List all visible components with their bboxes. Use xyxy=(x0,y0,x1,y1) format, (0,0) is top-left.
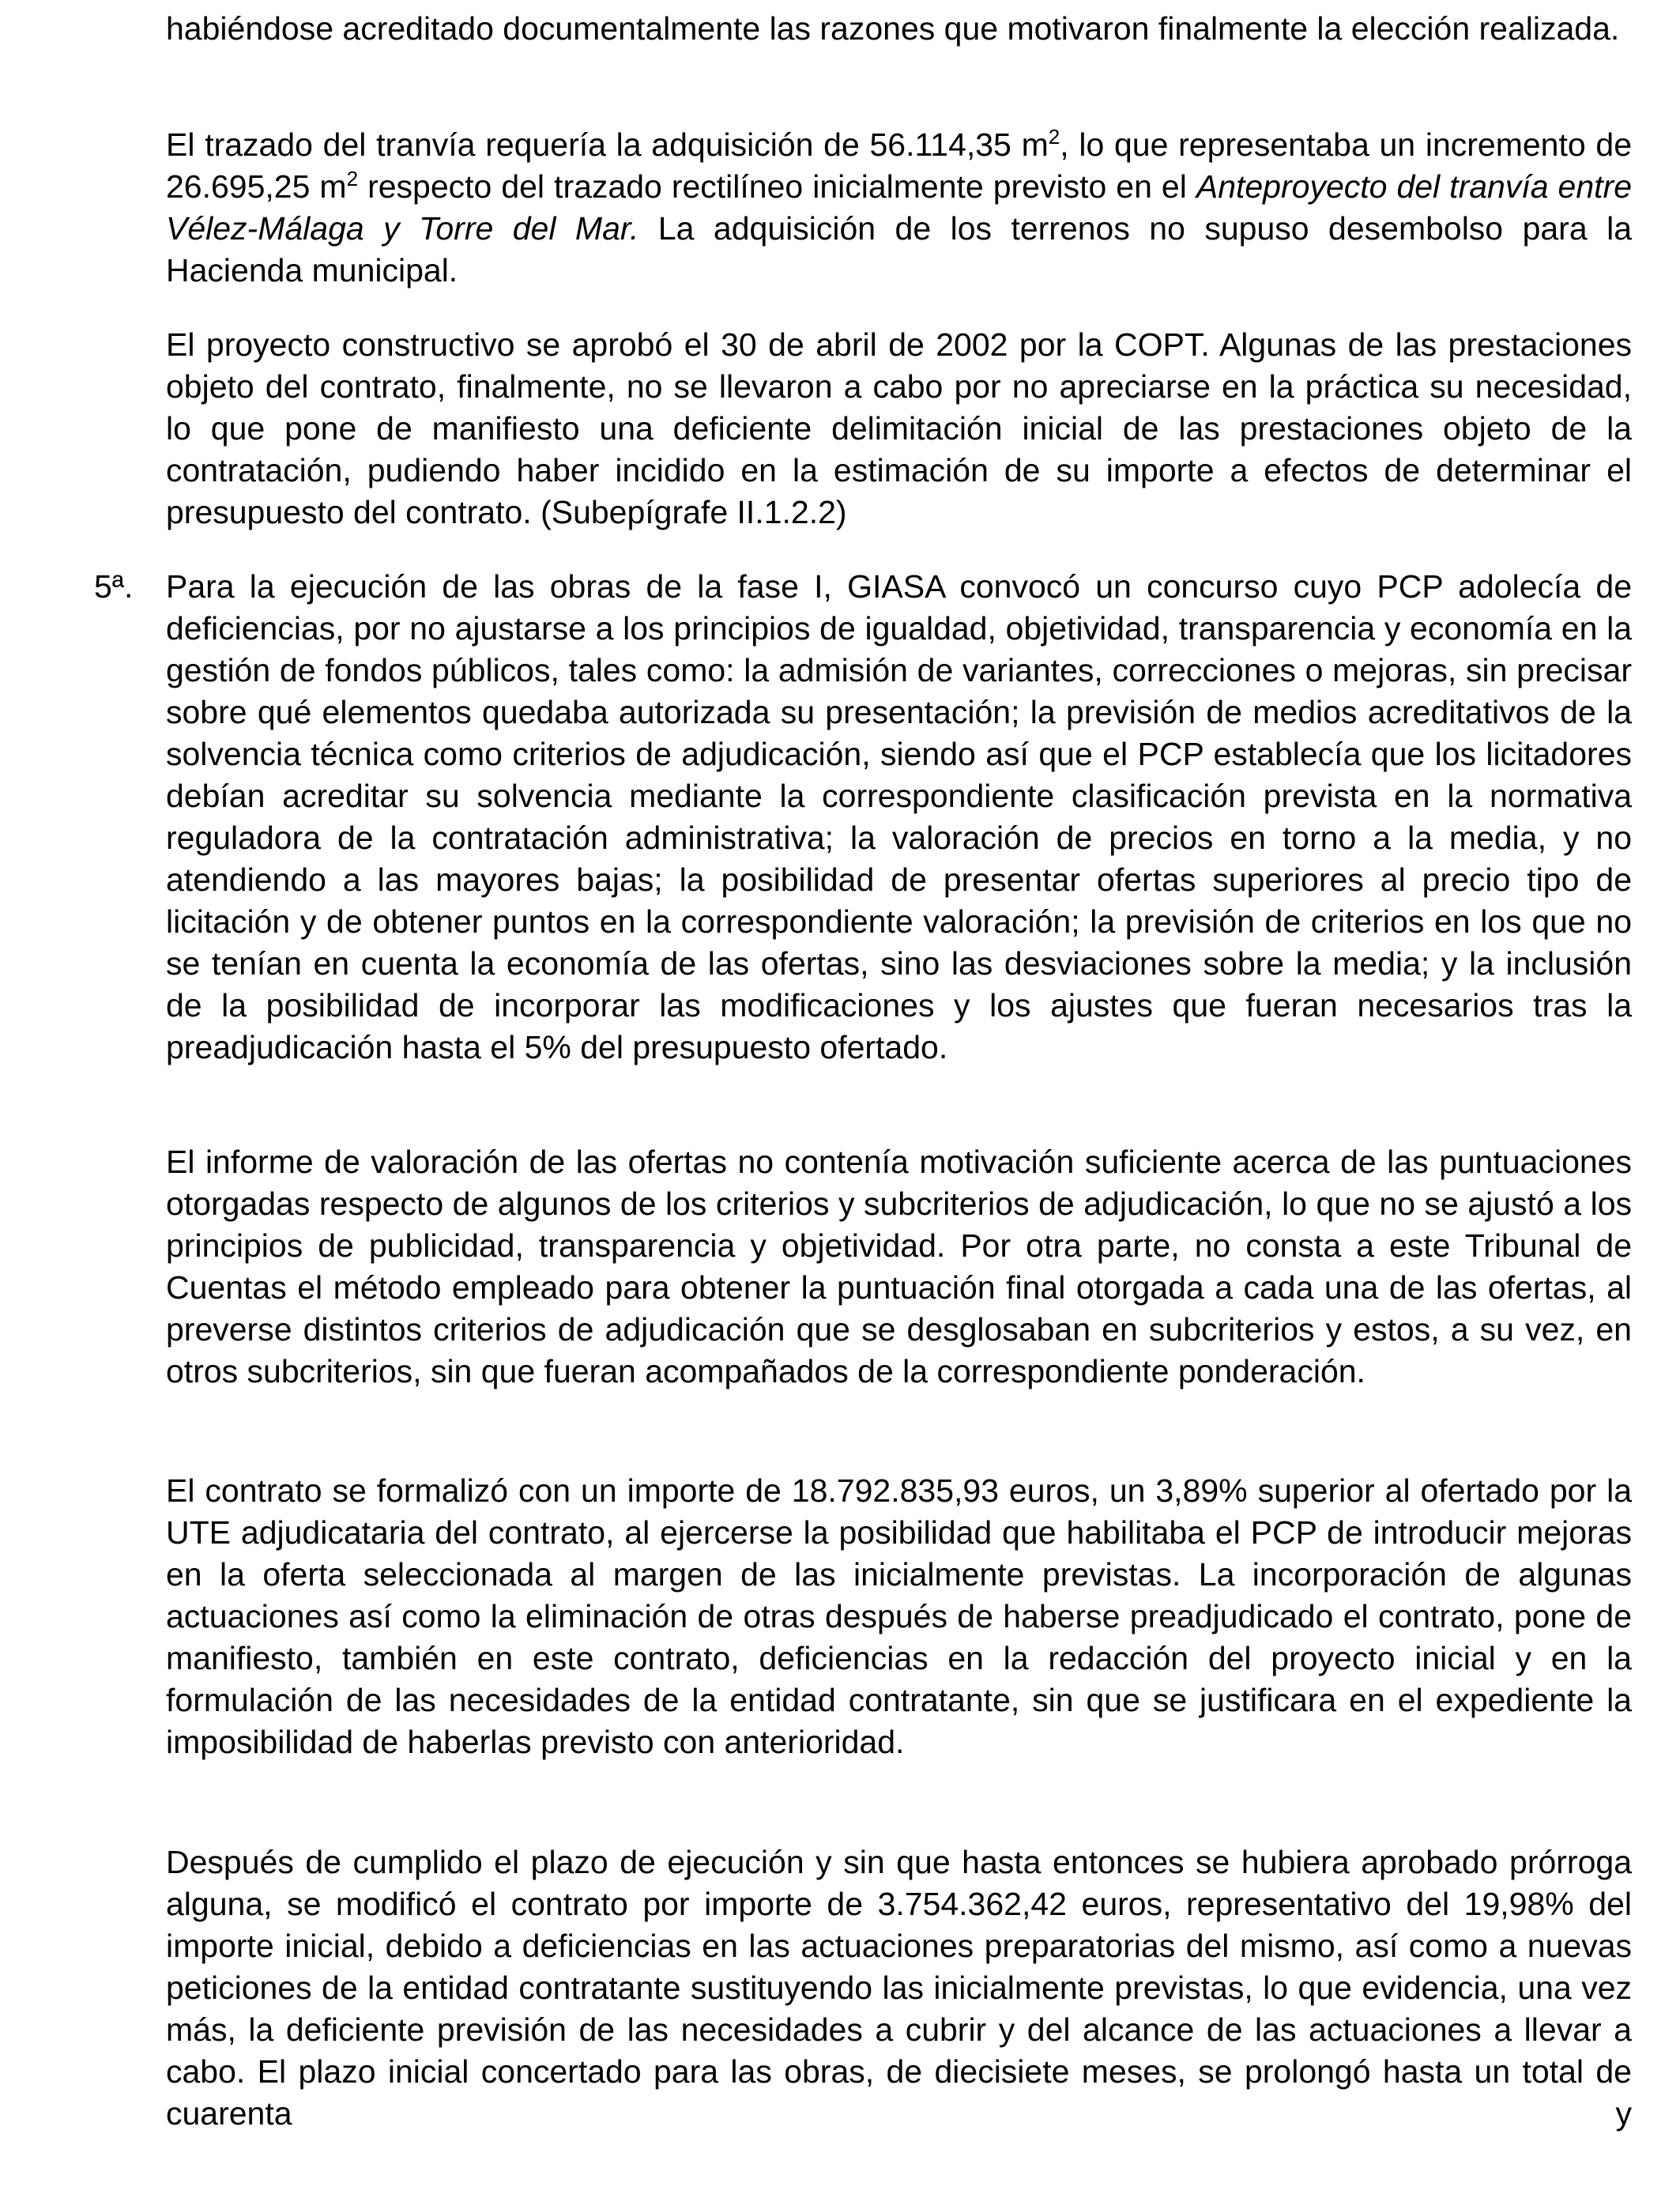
paragraph-tranvia-adquisicion xyxy=(166,124,1632,292)
text-segment: , lo que representaba un incremento de 26.695,25 m xyxy=(166,126,1632,205)
paragraph-proyecto-constructivo: El proyecto constructivo se aprobó el 30 de abril de 2002 por la COPT. Algunas de las prestaciones objeto del contrato, finalmente, no se llevaron a cabo por no apreciarse en la práctica su necesidad, lo que pone de manifiesto una deficiente delimitación inicial de las prestaciones objeto de la contratación, pudiendo haber incidido en la estimación de su importe a efectos de determinar el presupuesto del contrato. (Subepígrafe II.1.2.2) xyxy=(166,326,1632,530)
item-number: 5ª. xyxy=(94,568,134,605)
superscript: 2 xyxy=(346,167,359,190)
text-segment: El trazado del tranvía requería la adquisición de 56.114,35 m xyxy=(166,126,1049,163)
italic-title: Anteproyecto del tranvía entre Vélez-Málaga y Torre del Mar. xyxy=(166,168,1632,247)
paragraph-continuation: habiéndose acreditado documentalmente las razones que motivaron finalmente la elección realizada. xyxy=(166,10,1620,47)
paragraph-ejecucion-obras: Para la ejecución de las obras de la fase I, GIASA convocó un concurso cuyo PCP adolecía de deficiencias, por no ajustarse a los principios de igualdad, objetividad, transparencia y economía en la gestión de fondos públicos, tales como: la admisión de variantes, correcciones o mejoras, sin precisar sobre qué elementos quedaba autorizada su presentación; la previsión de medios acreditativos de la solvencia técnica como criterios de adjudicación, siendo así que el PCP establecía que los licitadores debían acreditar su solvencia mediante la correspondiente clasificación prevista en la normativa reguladora de la contratación administrativa; la valoración de precios en torno a la media, y no atendiendo a las mayores bajas; la posibilidad de presentar ofertas superiores al precio tipo de licitación y de obtener puntos en la correspondiente valoración; la previsión de criterios en los que no se tenían en cuenta la economía de las ofertas, sino las desviaciones sobre la media; y la inclusión de la posibilidad de incorporar las modificaciones y los ajustes que fueran necesarios tras la preadjudicación hasta el 5% del presupuesto ofertado. xyxy=(166,568,1632,1065)
paragraph-modificacion-contrato: Después de cumplido el plazo de ejecución y sin que hasta entonces se hubiera aprobado prórroga alguna, se modificó el contrato por importe de 3.754.362,42 euros, representativo del 19,98% del importe inicial, debido a deficiencias en las actuaciones preparatorias del mismo, así como a nuevas peticiones de la entidad contratante sustituyendo las inicialmente previstas, lo que evidencia, una vez más, la deficiente previsión de las necesidades a cubrir y del alcance de las actuaciones a llevar a cabo. El plazo inicial concertado para las obras, de diecisiete meses, se prolongó hasta un total de cuarenta y xyxy=(166,1844,1632,2132)
superscript: 2 xyxy=(1048,125,1060,149)
paragraph-contrato-formalizado: El contrato se formalizó con un importe de 18.792.835,93 euros, un 3,89% superior al ofertado por la UTE adjudicataria del contrato, al ejercerse la posibilidad que habilitaba el PCP de introducir mejoras en la oferta seleccionada al margen de las inicialmente previstas. La incorporación de algunas actuaciones así como la eliminación de otras después de haberse preadjudicado el contrato, pone de manifiesto, también en este contrato, deficiencias en la redacción del proyecto inicial y en la formulación de las necesidades de la entidad contratante, sin que se justificara en el expediente la imposibilidad de haberlas previsto con anterioridad. xyxy=(166,1472,1632,1760)
text-segment: respecto del trazado rectilíneo inicialmente previsto en el xyxy=(358,168,1196,205)
text-segment: La adquisición de los terrenos no supuso desembolso para la Hacienda municipal. xyxy=(166,210,1632,288)
paragraph-informe-valoracion: El informe de valoración de las ofertas no contenía motivación suficiente acerca de las puntuaciones otorgadas respecto de algunos de los criterios y subcriterios de adjudicación, lo que no se ajustó a los principios de publicidad, transparencia y objetividad. Por otra parte, no consta a este Tribunal de Cuentas el método empleado para obtener la puntuación final otorgada a cada una de las ofertas, al preverse distintos criterios de adjudicación que se desglosaban en subcriterios y estos, a su vez, en otros subcriterios, sin que fueran acompañados de la correspondiente ponderación. xyxy=(166,1144,1632,1389)
